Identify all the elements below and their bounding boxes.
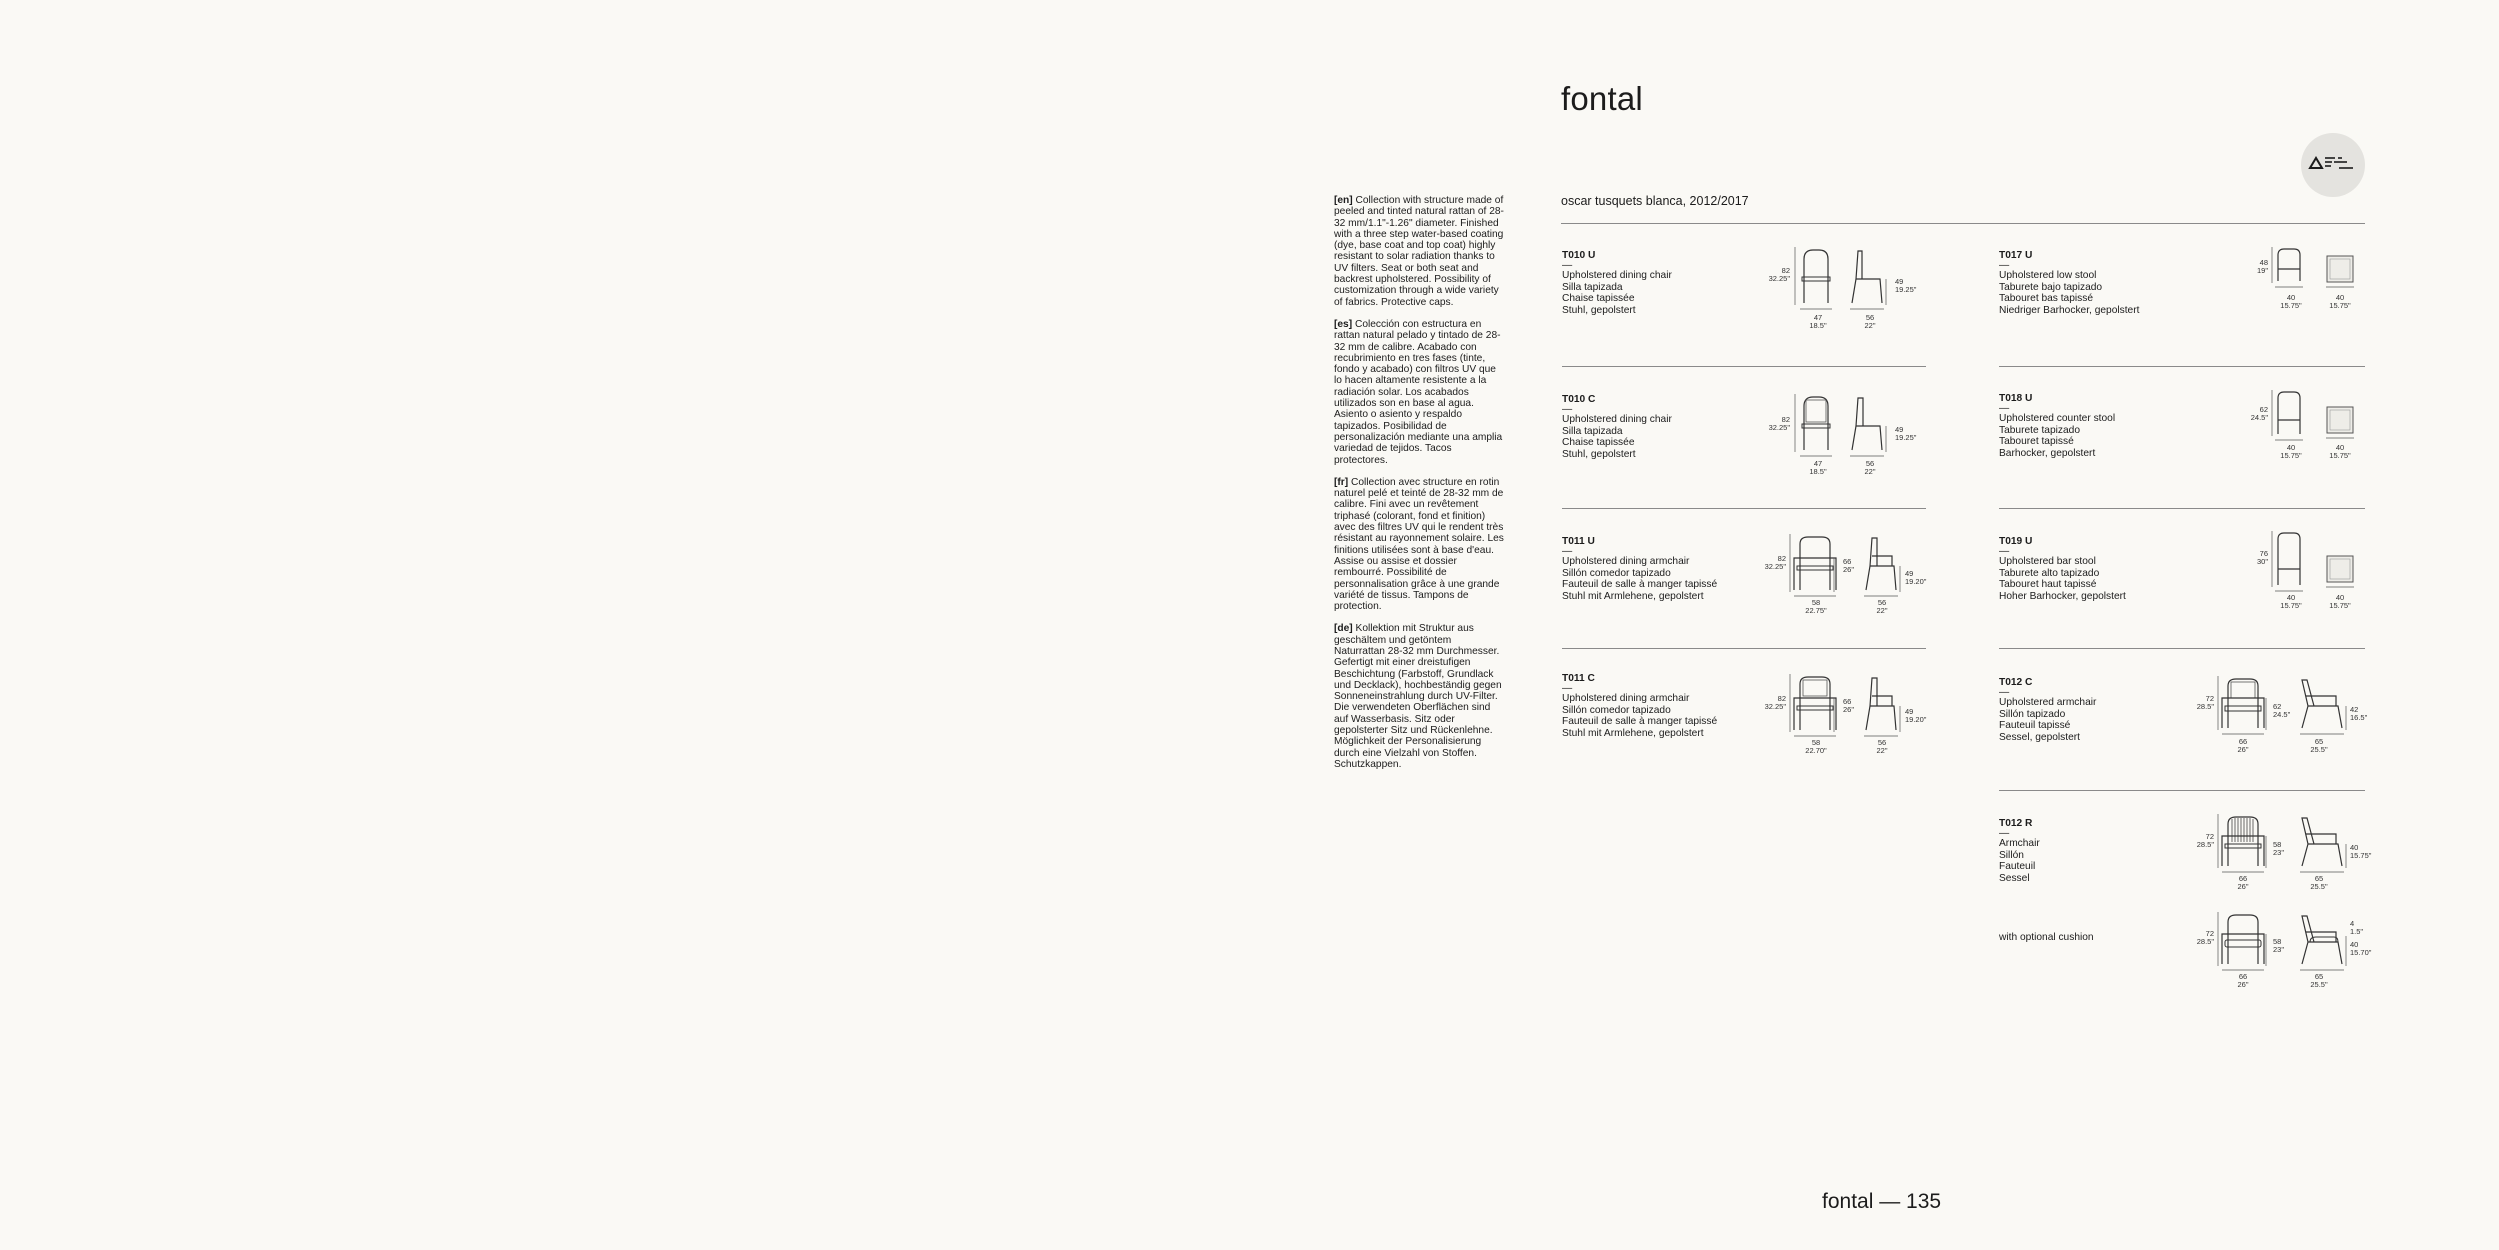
- dim-height: 76 30": [2256, 549, 2268, 566]
- dim-depth: 65 25.5": [2310, 972, 2328, 989]
- product-t017u: T017 U — Upholstered low stool Taburete bajo tapizado Tabouret bas tapissé Niedriger Barhocker, gepolstert: [1999, 250, 2140, 316]
- product-name: Sessel: [1999, 872, 2030, 884]
- product-name: Fauteuil de salle à manger tapissé: [1562, 716, 1718, 728]
- page-footer: fontal — 135: [1822, 1190, 1942, 1213]
- dim-width: 66 26": [2237, 874, 2249, 891]
- description-fr: [fr] Collection avec structure en rotin naturel pelé et teinté de 28-32 mm de calibre. Fini avec un revêtement triphasé (colorant, fond et finition) avec des filtres UV qui le rendent très résistant au rayonnement solaire. Les finitions utilisées sont à base d'eau. Assise ou assise et dossier rembourré. Possibilité de personnalisation grâce à une grande variété de tissus. Tampons de protection.: [1334, 476, 1504, 613]
- product-t018u: T018 U — Upholstered counter stool Taburete tapizado Tabouret tapissé Barhocker, gepolstert: [1999, 393, 2116, 459]
- dim-height: 48 19": [2256, 258, 2268, 275]
- description-en: [en] Collection with structure made of peeled and tinted natural rattan of 28-32 mm/1.1"-1.26" diameter. Finished with a three step water-based coating (dye, base coat and top coat) highly resistant to solar radiation thanks to UV filters. Seat or both seat and backrest upholstered. Possibility of customization through a wide variety of fabrics. Protective caps.: [1334, 195, 1504, 308]
- product-name: Upholstered dining chair: [1562, 414, 1672, 426]
- dim-width: 66 26": [2237, 972, 2249, 989]
- dim-height: 82 32.25": [1764, 554, 1786, 571]
- product-name: Barhocker, gepolstert: [1999, 447, 2096, 459]
- dim-height: 72 28.5": [2196, 929, 2214, 946]
- product-name: Taburete tapizado: [1999, 424, 2080, 436]
- product-code: T019 U: [1999, 536, 2033, 547]
- dim-seat-height: 49 19.25": [1895, 425, 1917, 442]
- product-name: Silla tapizada: [1562, 281, 1623, 293]
- product-name: Taburete bajo tapizado: [1999, 281, 2103, 293]
- product-name: Chaise tapissée: [1562, 293, 1635, 305]
- cushion-armchair-side-drawing: [2298, 912, 2348, 972]
- armchair-front-drawing: [1790, 674, 1840, 738]
- dim-depth: 56 22": [1876, 738, 1888, 755]
- product-t010u: T010 U — Upholstered dining chair Silla tapizada Chaise tapissée Stuhl, gepolstert: [1562, 250, 1672, 316]
- product-code: T010 U: [1562, 250, 1596, 261]
- product-name: Hoher Barhocker, gepolstert: [1999, 590, 2126, 602]
- dim-depth: 56 22": [1864, 313, 1876, 330]
- dim-width: 58 22.75": [1805, 598, 1827, 615]
- chair-front-drawing: [1795, 394, 1835, 458]
- product-name: Fauteuil: [1999, 861, 2036, 873]
- dim-depth: 56 22": [1864, 459, 1876, 476]
- chair-front-drawing: [1795, 247, 1835, 311]
- rattan-armchair-front-drawing: [2218, 814, 2268, 874]
- dim-arm-height: 58 23": [2273, 937, 2285, 954]
- dim-depth: 40 15.75": [2329, 443, 2351, 460]
- dim-seat-height: 49 19.20": [1905, 569, 1927, 586]
- product-code: T012 C: [1999, 677, 2033, 688]
- dim-depth: 40 15.75": [2329, 593, 2351, 610]
- dim-seat-height: 49 19.20": [1905, 707, 1927, 724]
- stool-top-drawing: [2325, 404, 2355, 440]
- stool-front-drawing: [2272, 531, 2306, 593]
- stool-top-drawing: [2325, 253, 2355, 289]
- award-badge: [2301, 133, 2365, 197]
- product-name: Upholstered counter stool: [1999, 413, 2116, 425]
- product-name: Armchair: [1999, 838, 2040, 850]
- product-name: Upholstered dining armchair: [1562, 556, 1690, 568]
- dim-cushion-height: 4 1.5": [2350, 919, 2364, 936]
- dim-arm-height: 58 23": [2273, 840, 2285, 857]
- product-t012c: T012 C — Upholstered armchair Sillón tapizado Fauteuil tapissé Sessel, gepolstert: [1999, 677, 2097, 743]
- lounge-armchair-side-drawing: [2298, 676, 2348, 736]
- dim-height: 82 32.25": [1768, 415, 1790, 432]
- product-code: T010 C: [1562, 394, 1596, 405]
- product-name: Upholstered armchair: [1999, 697, 2097, 709]
- armchair-front-drawing: [1790, 534, 1840, 598]
- dim-arm-height: 66 26": [1843, 697, 1855, 714]
- product-code: T017 U: [1999, 250, 2033, 261]
- dim-seat-height: 40 15.75": [2350, 843, 2372, 860]
- product-name: Upholstered dining chair: [1562, 270, 1672, 282]
- product-name: Tabouret tapissé: [1999, 436, 2074, 448]
- dim-width: 40 15.75": [2280, 443, 2302, 460]
- row-divider: [1562, 366, 1926, 367]
- dim-arm-height: 66 26": [1843, 557, 1855, 574]
- product-t011c: T011 C — Upholstered dining armchair Sillón comedor tapizado Fauteuil de salle à manger tapissé Stuhl mit Armlehene, gepolstert: [1562, 673, 1718, 739]
- dim-height: 82 32.25": [1764, 694, 1786, 711]
- row-divider: [1999, 790, 2365, 791]
- armchair-side-drawing: [1862, 674, 1902, 738]
- product-name: Stuhl, gepolstert: [1562, 448, 1636, 460]
- product-name: Sillón comedor tapizado: [1562, 704, 1671, 716]
- dim-seat-height: 49 19.25": [1895, 277, 1917, 294]
- dim-width: 40 15.75": [2280, 593, 2302, 610]
- product-name: Sillón: [1999, 849, 2024, 861]
- cushion-option-label: with optional cushion: [1999, 932, 2094, 943]
- product-code: T011 U: [1562, 536, 1595, 547]
- award-logo-icon: [2301, 133, 2365, 197]
- product-t010c: T010 C — Upholstered dining chair Silla tapizada Chaise tapissée Stuhl, gepolstert: [1562, 394, 1672, 460]
- dim-height: 72 28.5": [2196, 694, 2214, 711]
- product-t011u: T011 U — Upholstered dining armchair Sillón comedor tapizado Fauteuil de salle à manger tapissé Stuhl mit Armlehene, gepolstert: [1562, 536, 1718, 602]
- dim-arm-height: 62 24.5": [2273, 702, 2291, 719]
- row-divider: [1999, 648, 2365, 649]
- dim-depth: 65 25.5": [2310, 737, 2328, 754]
- description-es: [es] Colección con estructura en rattan natural pelado y tintado de 28-32 mm de calibre. Acabado con recubrimiento en tres fases (tinte, fondo y acabado) con filtros UV que lo hacen altamente resistente a la radiación solar. Los acabados utilizados son en base al agua. Asiento o asiento y respaldo tapizados. Posibilidad de personalización mediante una amplia variedad de tejidos. Tacos protectores.: [1334, 318, 1503, 466]
- cushion-armchair-front-drawing: [2218, 912, 2268, 972]
- product-name: Chaise tapissée: [1562, 437, 1635, 449]
- row-divider: [1562, 508, 1926, 509]
- dim-seat-height: 42 16.5": [2350, 705, 2368, 722]
- dim-depth: 40 15.75": [2329, 293, 2351, 310]
- dim-width: 47 18.5": [1809, 313, 1827, 330]
- stool-top-drawing: [2325, 553, 2355, 589]
- chair-side-drawing: [1848, 247, 1888, 311]
- chair-side-drawing: [1848, 394, 1888, 458]
- dim-height: 72 28.5": [2196, 832, 2214, 849]
- product-t012r: T012 R — Armchair Sillón Fauteuil Sessel: [1999, 818, 2040, 884]
- product-name: Fauteuil de salle à manger tapissé: [1562, 579, 1718, 591]
- armchair-side-drawing: [1862, 534, 1902, 598]
- product-name: Tabouret haut tapissé: [1999, 579, 2097, 591]
- product-name: Upholstered low stool: [1999, 270, 2097, 282]
- product-name: Tabouret bas tapissé: [1999, 293, 2094, 305]
- row-divider: [1999, 366, 2365, 367]
- product-name: Upholstered bar stool: [1999, 556, 2096, 568]
- product-name: Sessel, gepolstert: [1999, 731, 2080, 743]
- dim-width: 40 15.75": [2280, 293, 2302, 310]
- product-code: T018 U: [1999, 393, 2033, 404]
- dim-width: 58 22.70": [1805, 738, 1827, 755]
- dim-depth: 65 25.5": [2310, 874, 2328, 891]
- description-de: [de] Kollektion mit Struktur aus geschältem und getöntem Naturrattan 28-32 mm Durchmesser. Gefertigt mit einer dreistufigen Beschichtung (Farbstoff, Grundlack und Decklack), hochbeständig gegen Sonneneinstrahlung durch UV-Filter. Die verwendeten Oberflächen sind auf Wasserbasis. Sitz oder gepolsterter Sitz und Rückenlehne. Möglichkeit der Personalisierung durch eine Vielzahl von Stoffen. Schutzkappen.: [1334, 623, 1502, 770]
- product-name: Sillón tapizado: [1999, 708, 2066, 720]
- product-name: Sillón comedor tapizado: [1562, 567, 1671, 579]
- product-name: Niedriger Barhocker, gepolstert: [1999, 304, 2140, 316]
- dim-height: 62 24.5": [2250, 405, 2268, 422]
- dim-height: 82 32.25": [1768, 266, 1790, 283]
- designer-byline: oscar tusquets blanca, 2012/2017: [1561, 194, 1749, 208]
- product-t019u: T019 U — Upholstered bar stool Taburete alto tapizado Tabouret haut tapissé Hoher Barhocker, gepolstert: [1999, 536, 2126, 602]
- dim-width: 47 18.5": [1809, 459, 1827, 476]
- product-code: T011 C: [1562, 673, 1595, 684]
- row-divider: [1562, 648, 1926, 649]
- page-title: fontal: [1561, 80, 1643, 117]
- product-name: Stuhl mit Armlehene, gepolstert: [1562, 727, 1704, 739]
- dim-depth: 56 22": [1876, 598, 1888, 615]
- dim-width: 66 26": [2237, 737, 2249, 754]
- product-name: Fauteuil tapissé: [1999, 720, 2071, 732]
- product-name: Upholstered dining armchair: [1562, 693, 1690, 705]
- stool-front-drawing: [2272, 390, 2306, 442]
- rattan-armchair-side-drawing: [2298, 814, 2348, 874]
- product-code: T012 R: [1999, 818, 2033, 829]
- lounge-armchair-front-drawing: [2218, 676, 2268, 736]
- product-name: Stuhl mit Armlehene, gepolstert: [1562, 590, 1704, 602]
- header-divider: [1561, 223, 2365, 224]
- description-column: [1334, 195, 1504, 781]
- row-divider: [1999, 508, 2365, 509]
- product-name: Taburete alto tapizado: [1999, 567, 2100, 579]
- product-name: Silla tapizada: [1562, 425, 1623, 437]
- dim-seat-height: 40 15.70": [2350, 940, 2372, 957]
- product-name: Stuhl, gepolstert: [1562, 304, 1636, 316]
- stool-front-drawing: [2272, 247, 2306, 289]
